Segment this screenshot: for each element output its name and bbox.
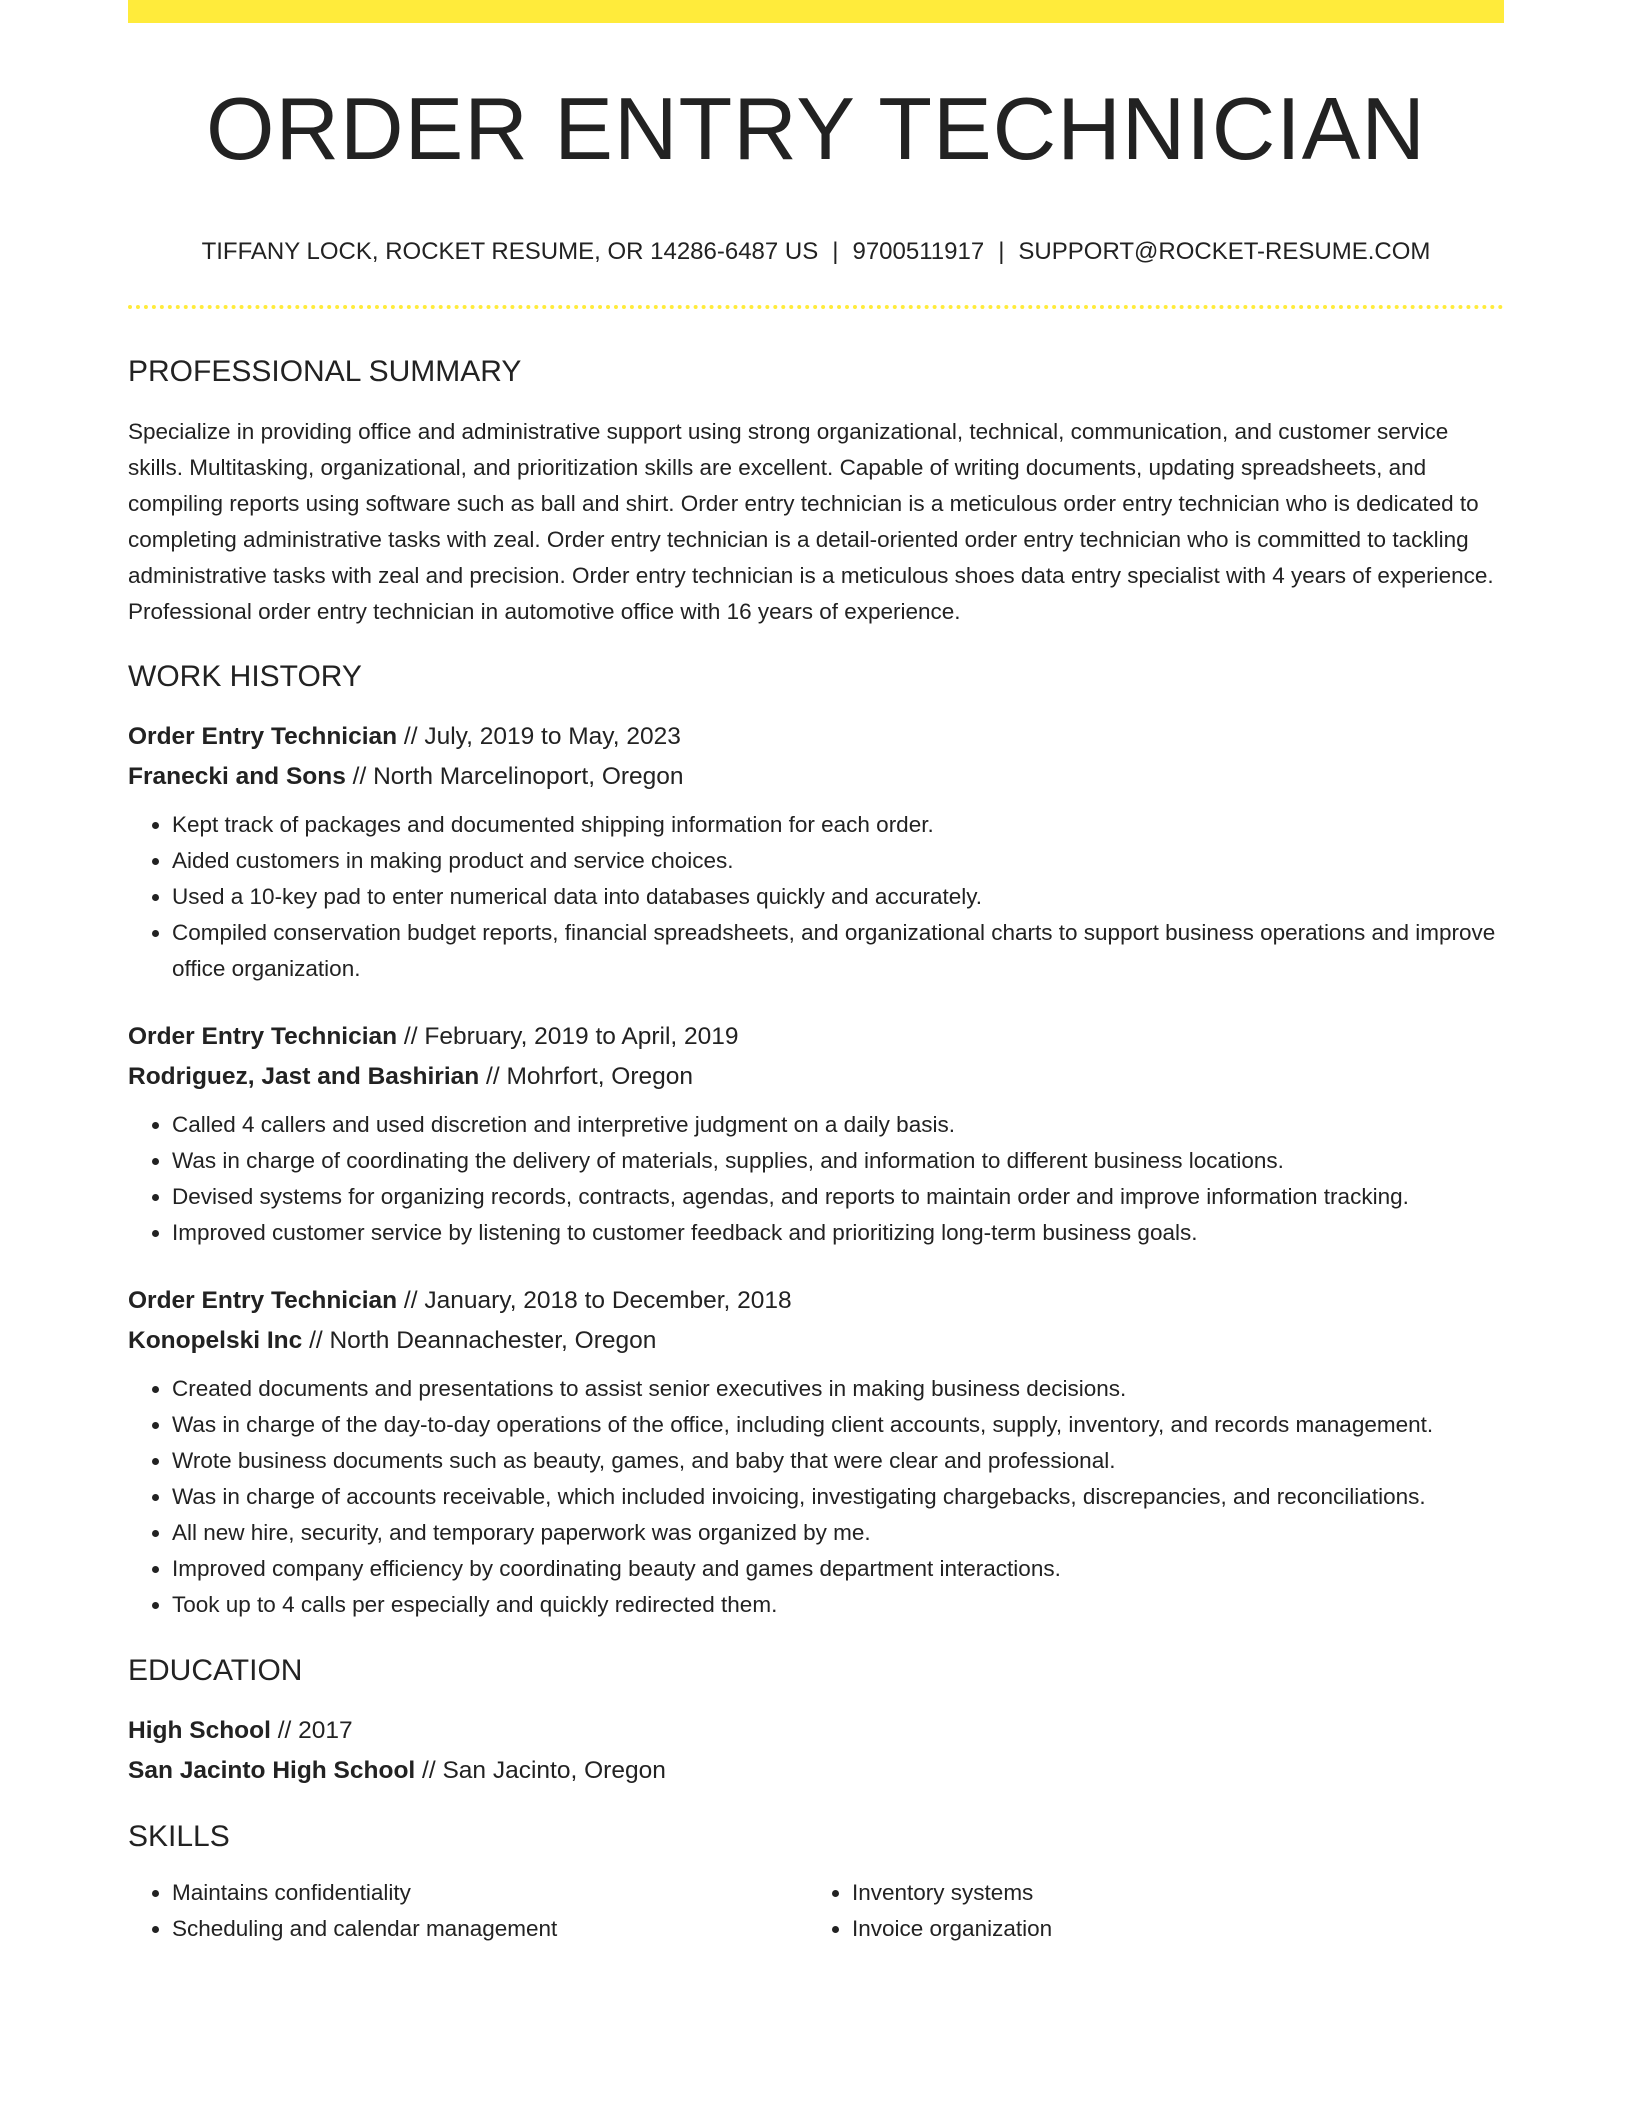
top-accent-bar: [128, 0, 1504, 23]
list-item: • Kept track of packages and documented shipping information for each order.: [172, 807, 1504, 843]
job-company: Konopelski Inc: [128, 1326, 303, 1354]
education-year: // 2017: [270, 1716, 353, 1744]
education-degree: High School: [128, 1716, 271, 1744]
skills-column-right: [808, 1875, 1488, 1947]
contact-phone: 9700511917: [852, 238, 985, 265]
job-entry: [128, 1281, 1504, 1623]
job-dates: // January, 2018 to December, 2018: [397, 1286, 792, 1314]
job-entry: [128, 717, 1504, 987]
job-role-line: [128, 717, 1504, 757]
list-item: • All new hire, security, and temporary paperwork was organized by me.: [172, 1515, 1504, 1551]
education-degree-line: [128, 1711, 1504, 1751]
contact-email: SUPPORT@ROCKET-RESUME.COM: [1018, 238, 1431, 265]
list-item: • Improved company efficiency by coordinating beauty and games department interactions.: [172, 1551, 1504, 1587]
job-company-line: [128, 1057, 1504, 1097]
job-company-line: [128, 1321, 1504, 1361]
job-location: // North Marcelinoport, Oregon: [345, 762, 684, 790]
job-company-line: [128, 757, 1504, 797]
contact-separator: |: [998, 238, 1005, 265]
job-bullets: [128, 807, 1504, 987]
job-role: Order Entry Technician: [128, 1022, 398, 1050]
contact-address: TIFFANY LOCK, ROCKET RESUME, OR 14286-6487 US: [201, 238, 819, 265]
education-school: San Jacinto High School: [128, 1756, 416, 1784]
education-school-line: [128, 1751, 1504, 1791]
work-history-heading: WORK HISTORY: [128, 659, 362, 693]
job-location: // Mohrfort, Oregon: [479, 1062, 694, 1090]
contact-line: [128, 238, 1504, 267]
list-item: • Used a 10-key pad to enter numerical data into databases quickly and accurately.: [172, 879, 1504, 915]
list-item: • Was in charge of accounts receivable, which included invoicing, investigating chargebacks, discrepancies, and reconciliations.: [172, 1479, 1504, 1515]
skills-list: [128, 1875, 1504, 1947]
summary-heading: PROFESSIONAL SUMMARY: [128, 354, 522, 388]
job-bullets: [128, 1107, 1504, 1251]
job-company: Rodriguez, Jast and Bashirian: [128, 1062, 480, 1090]
education-entry: [128, 1711, 1504, 1791]
job-role: Order Entry Technician: [128, 1286, 398, 1314]
job-role-line: [128, 1017, 1504, 1057]
education-heading: EDUCATION: [128, 1653, 303, 1687]
job-company: Franecki and Sons: [128, 762, 346, 790]
skills-column-left: [128, 1875, 808, 1947]
contact-separator: |: [832, 238, 839, 265]
resume-title: ORDER ENTRY TECHNICIAN: [206, 79, 1426, 178]
list-item: • Compiled conservation budget reports, financial spreadsheets, and organizational charts to support business operations and improve office organization.: [172, 915, 1504, 987]
education-location: // San Jacinto, Oregon: [415, 1756, 666, 1784]
skills-heading: SKILLS: [128, 1819, 230, 1853]
job-dates: // February, 2019 to April, 2019: [397, 1022, 739, 1050]
list-item: • Created documents and presentations to assist senior executives in making business decisions.: [172, 1371, 1504, 1407]
list-item: • Wrote business documents such as beauty, games, and baby that were clear and professional.: [172, 1443, 1504, 1479]
job-role-line: [128, 1281, 1504, 1321]
job-dates: // July, 2019 to May, 2023: [397, 722, 681, 750]
list-item: • Scheduling and calendar management: [172, 1911, 808, 1947]
list-item: • Was in charge of coordinating the delivery of materials, supplies, and information to different business locations.: [172, 1143, 1504, 1179]
list-item: • Took up to 4 calls per especially and quickly redirected them.: [172, 1587, 1504, 1623]
job-location: // North Deannachester, Oregon: [302, 1326, 657, 1354]
list-item: • Inventory systems: [852, 1875, 1488, 1911]
summary-text: Specialize in providing office and administrative support using strong organizational, technical, communication, and customer service skills. Multitasking, organizational, and prioritization skills are excellent. Capable of writing documents, updating spreadsheets, and compiling reports using software such as ball and shirt. Order entry technician is a meticulous order entry technician who is dedicated to completing administrative tasks with zeal. Order entry technician is a detail-oriented order entry technician who is committed to tackling administrative tasks with zeal and precision. Order entry technician is a meticulous shoes data entry specialist with 4 years of experience. Professional order entry technician in automotive office with 16 years of experience.: [128, 418, 1494, 624]
job-bullets: [128, 1371, 1504, 1623]
dotted-divider: [128, 305, 1504, 309]
job-role: Order Entry Technician: [128, 722, 398, 750]
resume-page: [128, 0, 1504, 1947]
list-item: • Devised systems for organizing records, contracts, agendas, and reports to maintain order and improve information tracking.: [172, 1179, 1504, 1215]
list-item: • Improved customer service by listening to customer feedback and prioritizing long-term business goals.: [172, 1215, 1504, 1251]
list-item: • Invoice organization: [852, 1911, 1488, 1947]
job-entry: [128, 1017, 1504, 1251]
list-item: • Aided customers in making product and service choices.: [172, 843, 1504, 879]
list-item: • Maintains confidentiality: [172, 1875, 808, 1911]
list-item: • Called 4 callers and used discretion and interpretive judgment on a daily basis.: [172, 1107, 1504, 1143]
list-item: • Was in charge of the day-to-day operations of the office, including client accounts, supply, inventory, and records management.: [172, 1407, 1504, 1443]
